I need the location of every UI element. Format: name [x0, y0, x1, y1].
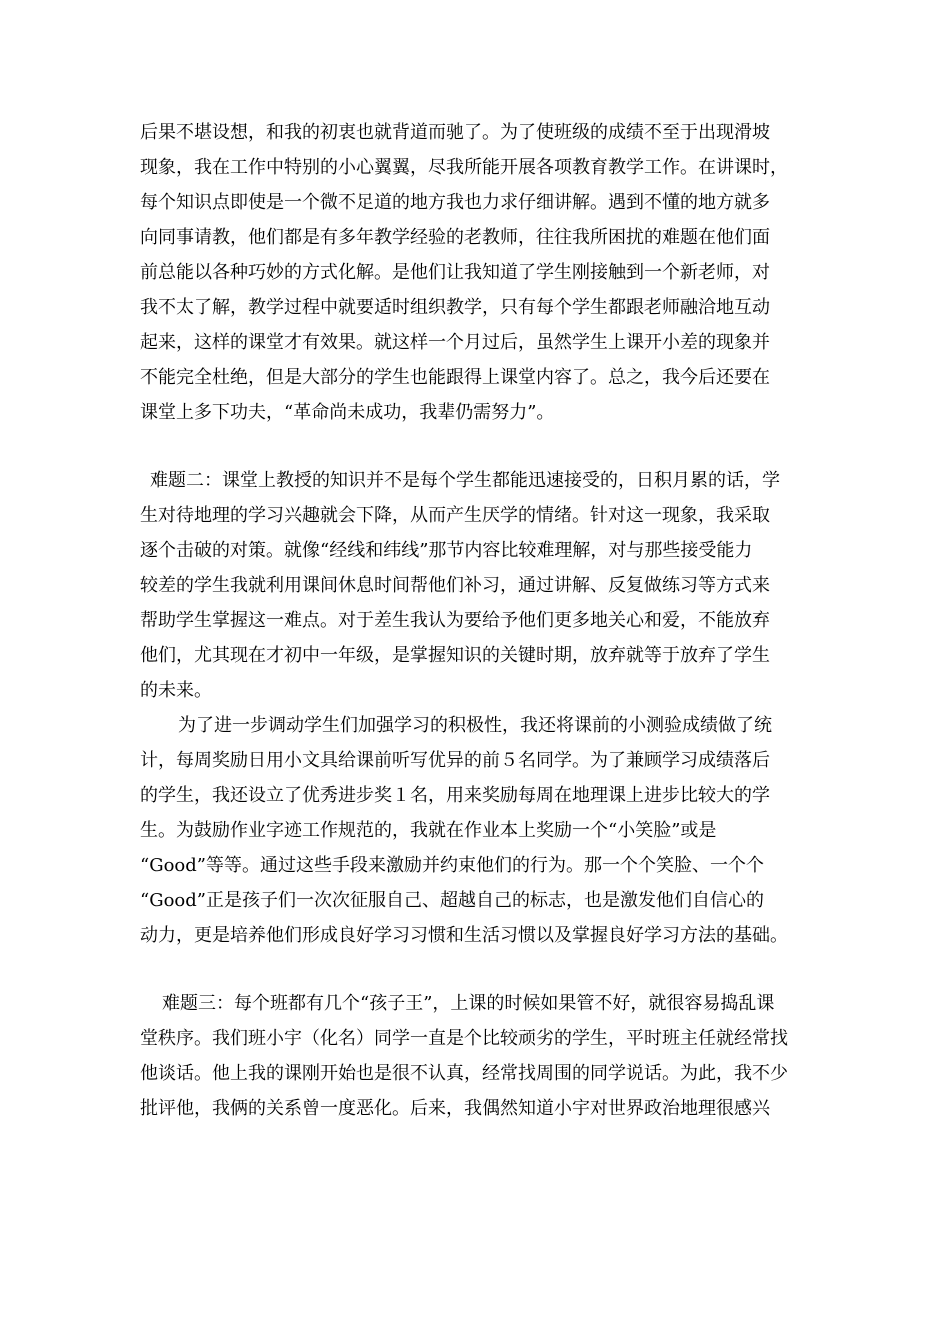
paragraph-4	[140, 986, 830, 1126]
text-line: 现象，我在工作中特别的小心翼翼，尽我所能开展各项教育教学工作。在讲课时，	[140, 157, 788, 178]
text-line: 后果不堪设想，和我的初衷也就背道而驰了。为了使班级的成绩不至于出现滑坡	[140, 122, 770, 143]
text-line: 的未来。	[140, 680, 212, 701]
text-line: 逐个击破的对策。就像“经线和纬线”那节内容比较难理解，对与那些接受能力	[140, 540, 753, 561]
text-line: 课堂上多下功夫，“革命尚未成功，我辈仍需努力”。	[140, 402, 555, 423]
text-line: 生对待地理的学习兴趣就会下降，从而产生厌学的情绪。针对这一现象，我采取	[140, 505, 770, 526]
text-line: 堂秩序。我们班小宇（化名）同学一直是个比较顽劣的学生，平时班主任就经常找	[140, 1028, 788, 1049]
text-line: 前总能以各种巧妙的方式化解。是他们让我知道了学生刚接触到一个新老师，对	[140, 262, 770, 283]
text-line: 帮助学生掌握这一难点。对于差生我认为要给予他们更多地关心和爱，不能放弃	[140, 610, 770, 631]
text-line: 为了进一步调动学生们加强学习的积极性，我还将课前的小测验成绩做了统	[178, 715, 772, 736]
text-line: 生。为鼓励作业字迹工作规范的，我就在作业本上奖励一个“小笑脸”或是	[140, 820, 717, 841]
text-line: 难题三：每个班都有几个“孩子王”，上课的时候如果管不好，就很容易捣乱课	[162, 993, 775, 1014]
text-line: 的学生，我还设立了优秀进步奖１名，用来奖励每周在地理课上进步比较大的学	[140, 785, 770, 806]
text-line: 难题二：课堂上教授的知识并不是每个学生都能迅速接受的，日积月累的话，学	[150, 470, 780, 491]
text-line: 我不太了解，教学过程中就要适时组织教学，只有每个学生都跟老师融洽地互动	[140, 297, 770, 318]
text-line: 不能完全杜绝，但是大部分的学生也能跟得上课堂内容了。总之，我今后还要在	[140, 367, 770, 388]
paragraph-2	[140, 463, 830, 708]
text-line: 向同事请教，他们都是有多年教学经验的老教师，往往我所困扰的难题在他们面	[140, 227, 770, 248]
text-line: 动力，更是培养他们形成良好学习习惯和生活习惯以及掌握良好学习方法的基础。	[140, 925, 788, 946]
text-line: 他谈话。他上我的课刚开始也是很不认真，经常找周围的同学说话。为此，我不少	[140, 1063, 788, 1084]
text-line: 计，每周奖励日用小文具给课前听写优异的前５名同学。为了兼顾学习成绩落后	[140, 750, 770, 771]
text-line: 每个知识点即使是一个微不足道的地方我也力求仔细讲解。遇到不懂的地方就多	[140, 192, 770, 213]
text-line: 批评他，我俩的关系曾一度恶化。后来，我偶然知道小宇对世界政治地理很感兴	[140, 1098, 770, 1119]
document-body	[140, 115, 830, 1126]
paragraph-spacer	[140, 953, 830, 986]
text-line: 他们，尤其现在才初中一年级，是掌握知识的关键时期，放弃就等于放弃了学生	[140, 645, 770, 666]
paragraph-spacer	[140, 430, 830, 463]
paragraph-1	[140, 115, 830, 430]
text-line: 较差的学生我就利用课间休息时间帮他们补习，通过讲解、反复做练习等方式来	[140, 575, 770, 596]
paragraph-3	[140, 708, 830, 953]
text-line: “Good”正是孩子们一次次征服自己、超越自己的标志，也是激发他们自信心的	[140, 890, 764, 911]
text-line: “Good”等等。通过这些手段来激励并约束他们的行为。那一个个笑脸、一个个	[140, 855, 764, 876]
text-line: 起来，这样的课堂才有效果。就这样一个月过后，虽然学生上课开小差的现象并	[140, 332, 770, 353]
